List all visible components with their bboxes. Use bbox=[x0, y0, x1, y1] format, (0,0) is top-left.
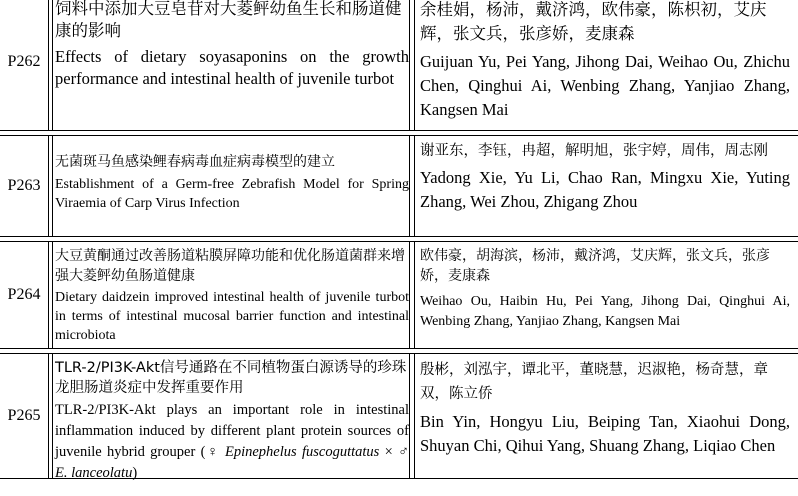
authors-cell bbox=[414, 136, 798, 236]
authors-zh: 欧伟豪，胡海滨，杨沛，戴济鸿，艾庆辉，张文兵，张彦娇，麦康森 bbox=[420, 248, 770, 284]
authors-en: Guijuan Yu, Pei Yang, Jihong Dai, Weihao Ou, Zhichu Chen, Qinghui Ai, Wenbing Zhang, Yanjiao Zhang, Kangsen Mai bbox=[420, 52, 790, 119]
table-row bbox=[0, 0, 798, 131]
title-cell bbox=[52, 242, 410, 348]
title-en: Establishment of a Germ-free Zebrafish Model for Spring Viraemia of Carp Virus Infection bbox=[55, 177, 409, 211]
title-en: Effects of dietary soyasaponins on the growth performance and intestinal health of juvenile turbot bbox=[55, 47, 409, 88]
title-zh: 饲料中添加大豆皂苷对大菱鲆幼鱼生长和肠道健康的影响 bbox=[55, 0, 402, 40]
title-zh: TLR-2/PI3K-Akt信号通路在不同植物蛋白源诱导的珍珠龙胆肠道炎症中发挥重要作用 bbox=[55, 360, 407, 396]
table-row bbox=[0, 135, 798, 237]
table-row bbox=[0, 353, 798, 479]
paper-id-cell bbox=[0, 242, 49, 348]
paper-id: P263 bbox=[7, 177, 41, 194]
paper-id: P264 bbox=[7, 286, 41, 303]
paper-id-cell bbox=[0, 136, 49, 236]
title-zh: 无菌斑马鱼感染鲤春病毒血症病毒模型的建立 bbox=[55, 154, 335, 170]
title-cell bbox=[52, 354, 410, 481]
title-zh: 大豆黄酮通过改善肠道粘膜屏障功能和优化肠道菌群来增强大菱鲆幼鱼肠道健康 bbox=[55, 248, 405, 284]
title-en: Dietary daidzein improved intestinal health of juvenile turbot in terms of intestinal mucosal barrier function and intestinal microbiota bbox=[55, 290, 409, 343]
paper-id-cell bbox=[0, 0, 49, 130]
authors-cell bbox=[414, 0, 798, 130]
paper-id: P265 bbox=[7, 407, 41, 424]
authors-zh: 谢亚东，李钰，冉超，解明旭，张宇婷，周伟，周志刚 bbox=[420, 143, 768, 159]
authors-zh: 余桂娟，杨沛，戴济鸿，欧伟豪，陈枳初，艾庆辉，张文兵，张彦娇，麦康森 bbox=[420, 0, 767, 43]
authors-en: Yadong Xie, Yu Li, Chao Ran, Mingxu Xie, Yuting Zhang, Wei Zhou, Zhigang Zhou bbox=[420, 168, 790, 211]
species-name: Epinephelus fuscoguttatus bbox=[224, 444, 380, 460]
title-en-end: ) bbox=[132, 465, 138, 481]
paper-id: P262 bbox=[7, 53, 41, 70]
paper-id-cell bbox=[0, 354, 49, 478]
title-en-main: TLR-2/PI3K-Akt plays an important role in intestinal inflammation induced by different plant protein sources of juvenile hybrid grouper (♀ bbox=[55, 402, 409, 460]
species-name: E. lanceolatu bbox=[55, 465, 133, 481]
authors-zh: 殷彬，刘泓宇，谭北平，董晓慧，迟淑艳，杨奇慧，章双，陈立侨 bbox=[420, 362, 768, 402]
authors-cell bbox=[414, 242, 798, 348]
title-en bbox=[55, 400, 409, 484]
title-cell bbox=[52, 0, 410, 130]
authors-cell bbox=[414, 354, 798, 478]
table-row bbox=[0, 241, 798, 349]
authors-en: Bin Yin, Hongyu Liu, Beiping Tan, Xiaohui Dong, Shuyan Chi, Qihui Yang, Shuang Zhang, Liqiao Chen bbox=[420, 412, 790, 455]
title-cell bbox=[52, 136, 410, 236]
title-en-mid: × ♂ bbox=[384, 444, 409, 460]
authors-en: Weihao Ou, Haibin Hu, Pei Yang, Jihong Dai, Qinghui Ai, Wenbing Zhang, Yanjiao Zhang, Kangsen Mai bbox=[420, 294, 790, 329]
